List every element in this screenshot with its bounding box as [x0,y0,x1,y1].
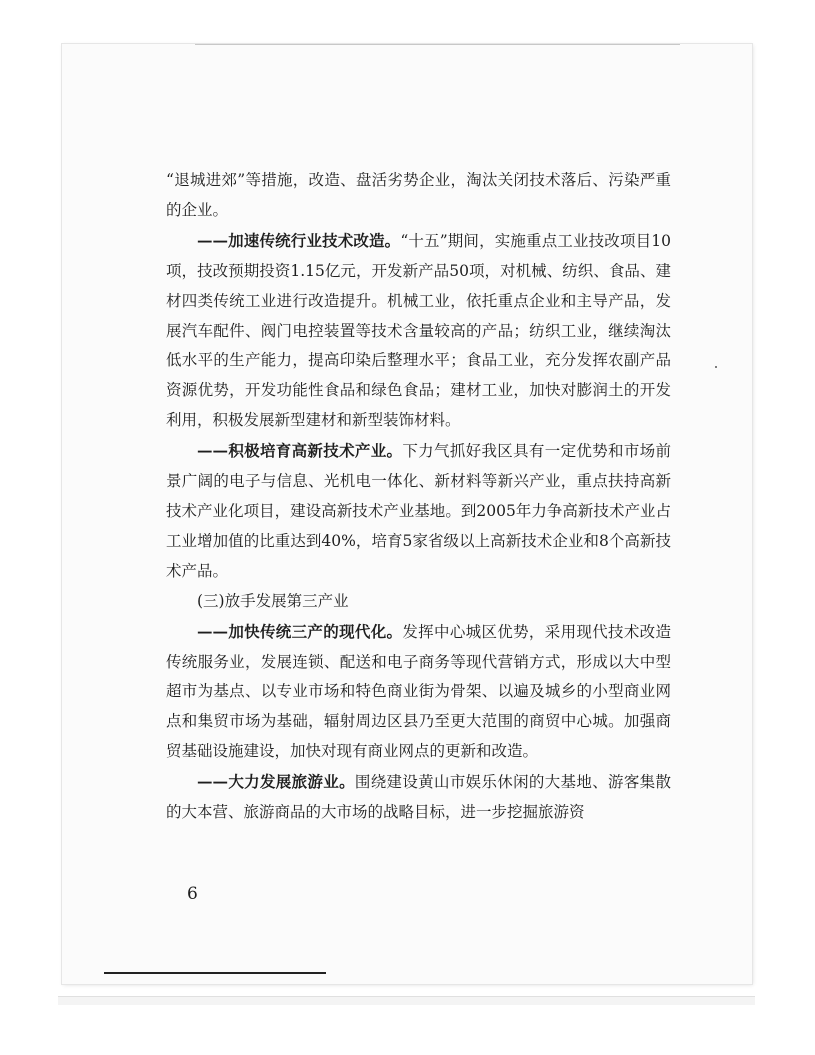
paragraph-text: 围绕建设黄山市娱乐休闲的大基地、游客集散的大本营、旅游商品的大市场的战略目标，进一步挖掘旅游资 [166,773,671,822]
paragraph-text: “十五”期间，实施重点工业技改项目10项，技改预期投资1.15亿元，开发新产品50项，对机械、纺织、食品、建材四类传统工业进行改造提升。机械工业，依托重点企业和主导产品，发展汽车配件、阀门电控装置等技术含量较高的产品；纺织工业，继续淘汰低水平的生产能力，提高印染后整理水平；食品工业，充分发挥农副产品资源优势，开发功能性食品和绿色食品；建材工业，加快对膨润土的开发利用，积极发展新型建材和新型装饰材料。 [166,231,671,430]
paragraph-text: 发挥中心城区优势，采用现代技术改造传统服务业，发展连锁、配送和电子商务等现代营销方式，形成以大中型超市为基点、以专业市场和特色商业街为骨架、以遍及城乡的小型商业网点和集贸市场为基础，辐射周边区县乃至更大范围的商贸中心城。加强商贸基础设施建设，加快对现有商业网点的更新和改造。 [166,622,671,761]
footnote-rule [104,972,326,974]
paragraph-traditional-industry [166,226,671,436]
underlying-sheet-edge [58,996,755,1005]
paragraph-text: “退城进郊”等措施，改造、盘活劣势企业，淘汰关闭技术落后、污染严重的企业。 [166,171,671,219]
page-number: 6 [187,884,198,904]
paragraph-high-tech [166,436,671,587]
paragraph-lead: ——积极培育高新技术产业。 [197,441,403,461]
scan-speck [715,366,717,368]
section-heading: (三)放手发展第三产业 [197,591,349,610]
body-text [166,166,671,828]
top-rule [195,44,680,45]
paragraph-lead: ——加速传统行业技术改造。 [197,230,401,250]
paragraph-lead: ——大力发展旅游业。 [197,772,355,792]
paragraph-lead: ——加快传统三产的现代化。 [197,621,403,641]
paragraph-text: 下力气抓好我区具有一定优势和市场前景广阔的电子与信息、光机电一体化、新材料等新兴产业，重点扶持高新技术产业化项目，建设高新技术产业基地。到2005年力争高新技术产业占工业增加值的比重达到40%，培育5家省级以上高新技术企业和8个高新技术产品。 [166,442,671,580]
paragraph-continuation [166,166,671,226]
paragraph-tertiary-modernization [166,617,671,768]
paragraph-tourism [166,767,671,828]
